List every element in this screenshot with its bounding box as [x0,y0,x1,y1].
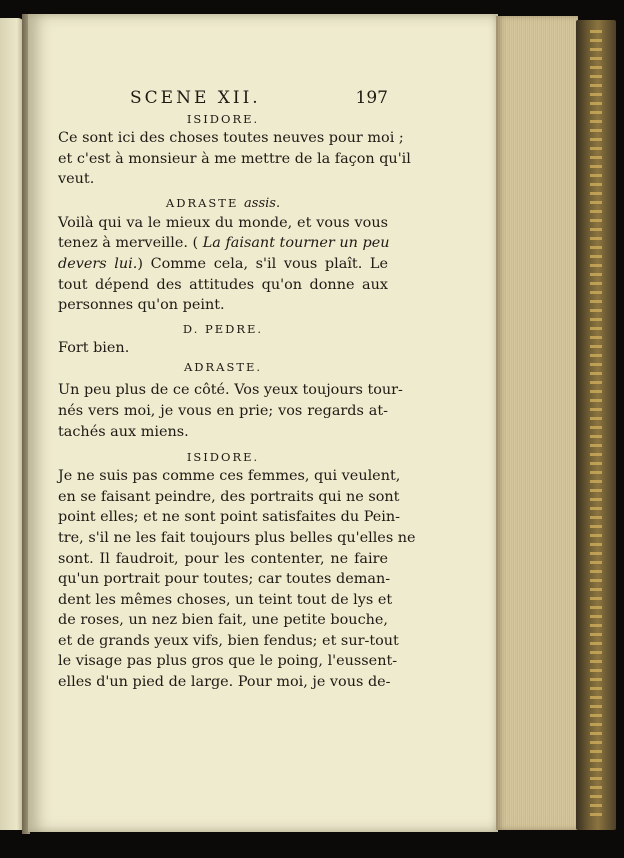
speaker-name: D. PEDRE. [182,321,264,336]
speech-line: point elles; et ne sont point satisfaites du Pein- [58,509,401,526]
page-number: 197 [355,88,388,108]
speech-line: Un peu plus de ce côté. Vos yeux toujours tour- [58,382,403,399]
speech-line: en se faisant peindre, des portraits qui ne sont [58,488,400,505]
speech-line: tachés aux miens. [58,423,189,440]
speech-fragment: ) Comme cela, s'il vous plaît. Le [137,255,388,272]
speech-line: Ce sont ici des choses toutes neuves pour moi ; [58,130,404,146]
speech-line: elles d'un pied de large. Pour moi, je vous de- [58,674,391,691]
speaker-heading [58,194,388,213]
speaker-name: ADRASTE [165,195,239,210]
speech-line: nés vers moi, je vous en prie; vos regards at- [58,402,388,419]
speech-line: tre, s'il ne les fait toujours plus belles qu'elles ne [58,529,416,546]
stage-direction: devers lui. [58,255,138,272]
speaker-name: ISIDORE. [186,112,260,126]
speech-line: sont. Il faudroit, pour les contenter, ne faire [58,550,388,567]
speech-line [58,233,388,254]
page-edges [496,16,578,830]
speech-line: personnes qu'on peint. [58,297,225,314]
speech-line: et c'est à monsieur à me mettre de la façon qu'il [58,150,411,167]
speech-line [58,254,388,275]
speech-line: qu'un portrait pour toutes; car toutes deman- [58,571,391,588]
speech-line: et de grands yeux vifs, bien fendus; et sur-tout [58,632,399,649]
speaker-name: ISIDORE. [186,450,260,465]
stage-direction: assis. [244,195,281,211]
running-head-title: SCENE XII. [130,88,261,108]
stage-direction: La faisant tourner un peu [202,235,390,252]
spine-gilt-ornament [590,30,602,820]
page-text [58,88,416,693]
running-head [58,88,388,110]
speech-line: Fort bien. [58,339,130,356]
speech-line: veut. [58,171,95,188]
speaker-name: ADRASTE. [183,360,263,375]
speech-line: dent les mêmes choses, un teint tout de lys et [58,591,393,608]
speech-line: Je ne suis pas comme ces femmes, qui veulent, [58,468,401,485]
speech-fragment: tenez à merveille. ( [58,235,199,252]
speech-line: Voilà qui va le mieux du monde, et vous vous [58,214,388,231]
facing-page-edge [0,18,24,830]
speech-line: le visage pas plus gros que le poing, l'eussent- [58,653,398,670]
speech-line: tout dépend des attitudes qu'on donne aux [58,276,388,293]
speech-line: de roses, un nez bien fait, une petite bouche, [58,612,388,629]
